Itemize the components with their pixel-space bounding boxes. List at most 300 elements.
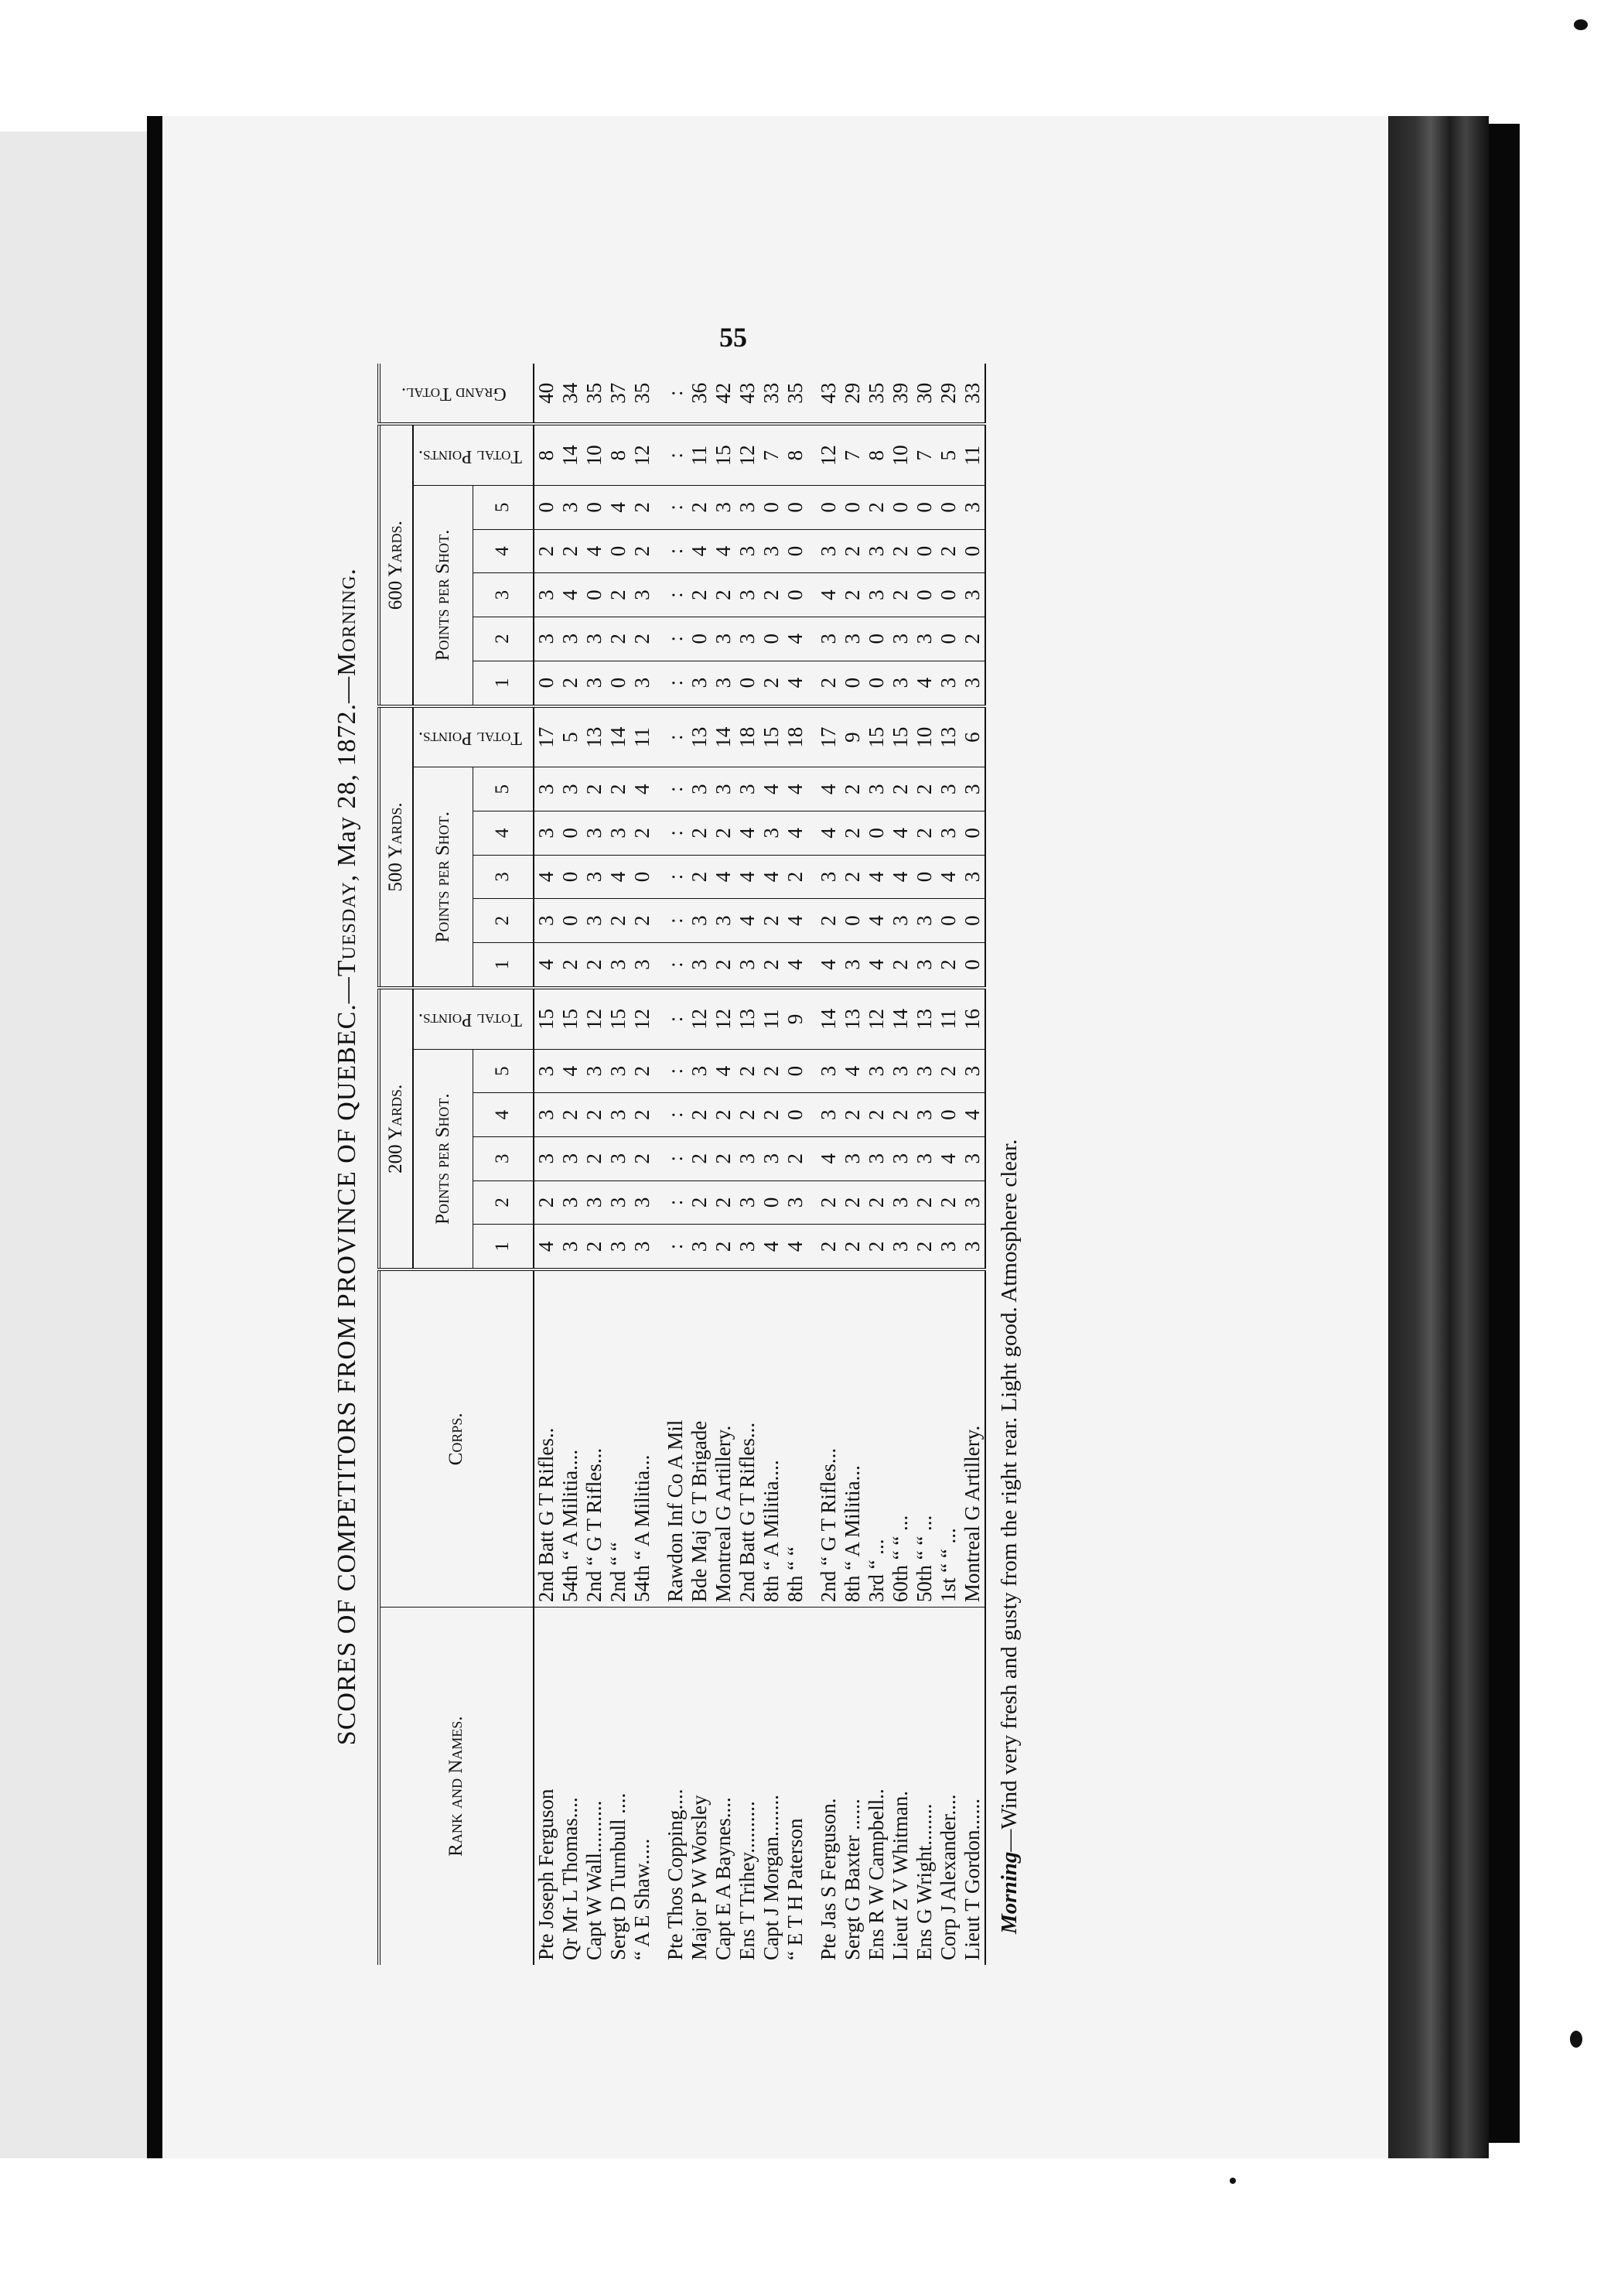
shot-score: 4 (783, 617, 807, 661)
shot-score: 3 (606, 1049, 630, 1093)
shot-score: 2 (865, 1093, 889, 1137)
shot-score: 2 (759, 942, 783, 988)
shot-score: 0 (558, 855, 582, 899)
shot-score: 3 (783, 1180, 807, 1225)
shot-score: 2 (759, 1049, 783, 1093)
grand-total: 35 (582, 364, 606, 424)
shot-score: 2 (688, 486, 712, 530)
grand-total: 35 (630, 364, 654, 424)
shot-score: : (654, 899, 688, 943)
shot-score: 4 (783, 811, 807, 856)
shot-score: 3 (582, 811, 606, 856)
shot-score: 0 (961, 529, 985, 573)
shot-score: 0 (961, 811, 985, 856)
shot-score: 4 (712, 1049, 735, 1093)
range-total: 8 (865, 424, 889, 485)
competitor-name: Pte Jas S Ferguson. (817, 1798, 841, 1960)
shot-num: 4 (473, 1093, 534, 1137)
range-total: : (654, 988, 688, 1049)
shot-score: 0 (807, 486, 841, 530)
table-row (630, 364, 654, 1965)
range-total: 13 (582, 706, 606, 767)
shot-score: 0 (865, 661, 889, 706)
shot-score: 3 (937, 1225, 961, 1270)
table-row (606, 364, 630, 1965)
shot-score: 4 (937, 855, 961, 899)
shot-score: 2 (759, 899, 783, 943)
shot-score: 3 (606, 942, 630, 988)
corps-cell: Rawdon Inf Co A Mil (654, 1269, 688, 1607)
shot-score: 0 (913, 573, 937, 617)
shot-score: 4 (712, 529, 735, 573)
shot-score: 0 (937, 617, 961, 661)
shot-score: 3 (961, 1136, 985, 1180)
shot-score: 3 (735, 1225, 759, 1270)
header-corps: Corps. (379, 1269, 534, 1607)
shot-score: 2 (688, 855, 712, 899)
shot-score: 2 (841, 767, 865, 811)
shot-score: 3 (534, 1049, 558, 1093)
shot-score: 2 (712, 811, 735, 856)
shot-score: 4 (534, 942, 558, 988)
shot-score: 4 (841, 1049, 865, 1093)
shot-score: 3 (937, 767, 961, 811)
shot-score: 2 (913, 811, 937, 856)
page-speck (1230, 2178, 1236, 2184)
shot-score: 2 (688, 1093, 712, 1137)
shot-score: 0 (841, 661, 865, 706)
corps-cell: 50th “ “ ... (913, 1269, 937, 1607)
range-total: 13 (688, 706, 712, 767)
shot-score: 2 (712, 942, 735, 988)
range-total: 11 (759, 988, 783, 1049)
range-total: 8 (534, 424, 558, 485)
shot-score: 3 (889, 899, 913, 943)
range-total: 14 (712, 706, 735, 767)
shot-score: : (654, 1180, 688, 1225)
shot-score: 2 (759, 661, 783, 706)
shot-score: 2 (841, 855, 865, 899)
range-total: : (654, 706, 688, 767)
shot-score: 3 (961, 573, 985, 617)
table-row (688, 364, 712, 1965)
competitor-name: Major P W Worsley (687, 1795, 711, 1960)
shot-score: 3 (889, 1049, 913, 1093)
shot-score: 0 (841, 899, 865, 943)
shot-score: 0 (558, 899, 582, 943)
shot-score: 2 (841, 1093, 865, 1137)
shot-score: 4 (889, 811, 913, 856)
shot-score: 4 (735, 811, 759, 856)
corps-cell: 2nd Batt G T Rifles... (735, 1269, 759, 1607)
footnote-text: —Wind very fresh and gusty from the right rear. Light good. Atmosphere clear. (997, 1139, 1022, 1852)
shot-score: 0 (865, 617, 889, 661)
shot-score: 3 (534, 767, 558, 811)
shot-score: 3 (735, 1180, 759, 1225)
header-grand (379, 364, 534, 424)
shot-score: 3 (913, 617, 937, 661)
table-row (558, 364, 582, 1965)
range-total: 14 (807, 988, 841, 1049)
shot-score: 2 (534, 1180, 558, 1225)
shot-score: 3 (807, 1049, 841, 1093)
shot-score: 4 (865, 855, 889, 899)
shot-score: 4 (558, 1049, 582, 1093)
shot-score: 3 (961, 1180, 985, 1225)
competitor-name: Lieut T Gordon...... (961, 1608, 985, 1965)
shot-score: 3 (735, 617, 759, 661)
range-total: 18 (783, 706, 807, 767)
range-total: 13 (937, 706, 961, 767)
range-total: 10 (913, 706, 937, 767)
shot-score: 2 (913, 767, 937, 811)
shot-score: 3 (841, 617, 865, 661)
shot-score: 3 (712, 661, 735, 706)
shot-score: 3 (735, 573, 759, 617)
shot-score: 3 (688, 767, 712, 811)
title-part-4: Morning. (333, 567, 361, 676)
shot-score: 4 (807, 811, 841, 856)
shot-num: 1 (473, 661, 534, 706)
shot-score: 3 (606, 1225, 630, 1270)
shot-score: : (654, 529, 688, 573)
shot-score: 3 (558, 1136, 582, 1180)
shot-score: 2 (606, 617, 630, 661)
competitor-name: Ens G Wright........ (913, 1803, 937, 1960)
header-total-600 (413, 424, 534, 485)
range-total: 15 (712, 424, 735, 485)
range-total: 8 (606, 424, 630, 485)
shot-score: 4 (807, 942, 841, 988)
shot-score: 4 (582, 529, 606, 573)
header-500: 500 Yards. (379, 706, 413, 988)
shot-score: 3 (735, 1136, 759, 1180)
shot-score: 2 (783, 855, 807, 899)
grand-total: 35 (865, 364, 889, 424)
shot-score: 3 (961, 661, 985, 706)
shot-score: 2 (630, 486, 654, 530)
corps-cell: 2nd “ “ (606, 1269, 630, 1607)
grand-total: 40 (534, 364, 558, 424)
range-total: 12 (630, 988, 654, 1049)
shot-score: 3 (688, 942, 712, 988)
shot-score: 3 (558, 617, 582, 661)
shot-score: 4 (558, 573, 582, 617)
shot-score: 3 (712, 617, 735, 661)
shot-score: 2 (961, 617, 985, 661)
grand-total: 30 (913, 364, 937, 424)
shot-score: 3 (889, 661, 913, 706)
range-total: 12 (865, 988, 889, 1049)
grand-total: 37 (606, 364, 630, 424)
shot-num: 2 (473, 1180, 534, 1225)
shot-score: 3 (807, 617, 841, 661)
shot-score: 3 (865, 1049, 889, 1093)
shot-num: 4 (473, 529, 534, 573)
shot-score: 3 (889, 1180, 913, 1225)
grand-total: 34 (558, 364, 582, 424)
competitor-name: Capt J Morgan........ (759, 1795, 783, 1960)
title-part-3: , May 28, 1872.— (333, 676, 361, 882)
shot-score: 3 (913, 899, 937, 943)
range-total: 18 (735, 706, 759, 767)
shot-score: 0 (961, 899, 985, 943)
range-total: 12 (582, 988, 606, 1049)
range-total: : (654, 424, 688, 485)
corps-cell: 3rd “ ... (865, 1269, 889, 1607)
table-body (534, 364, 986, 1965)
range-total: 12 (712, 988, 735, 1049)
shot-score: 4 (735, 855, 759, 899)
page-speck (1574, 19, 1588, 30)
range-total: 11 (937, 988, 961, 1049)
shot-score: : (654, 855, 688, 899)
shot-score: 3 (961, 1049, 985, 1093)
shot-score: : (654, 617, 688, 661)
title-part-2: Tuesday (333, 881, 361, 977)
range-total: 13 (735, 988, 759, 1049)
competitor-name: “ A E Shaw..... (630, 1838, 654, 1960)
shot-score: 3 (712, 899, 735, 943)
shot-score: 2 (688, 1136, 712, 1180)
grand-total: 29 (937, 364, 961, 424)
shot-score: 4 (889, 855, 913, 899)
shot-score: 2 (889, 529, 913, 573)
shot-score: 3 (534, 1093, 558, 1137)
corps-cell: 2nd “ G T Rifles... (807, 1269, 841, 1607)
shot-score: 2 (865, 1180, 889, 1225)
shot-score: 2 (712, 1180, 735, 1225)
shot-score: 3 (759, 811, 783, 856)
corps-cell: 54th “ A Militia.... (558, 1269, 582, 1607)
range-total: 7 (913, 424, 937, 485)
corps-cell: 54th “ A Militia... (630, 1269, 654, 1607)
shot-score: 2 (630, 811, 654, 856)
shot-score: 3 (606, 1180, 630, 1225)
shot-score: 2 (807, 899, 841, 943)
range-total: 11 (961, 424, 985, 485)
shot-num: 3 (473, 855, 534, 899)
shot-score: 2 (807, 1225, 841, 1270)
shot-score: 3 (913, 1136, 937, 1180)
shot-score: 4 (913, 661, 937, 706)
header-600: 600 Yards. (379, 424, 413, 706)
shot-score: 2 (582, 1225, 606, 1270)
competitor-name: Capt E A Baynes.... (711, 1797, 735, 1960)
shot-num: 4 (473, 811, 534, 856)
rotated-content (309, 325, 1199, 1988)
shot-score: 2 (558, 1093, 582, 1137)
shot-score: 4 (865, 942, 889, 988)
shot-score: : (654, 1049, 688, 1093)
shot-score: 4 (865, 899, 889, 943)
shot-score: 2 (841, 811, 865, 856)
range-total: 10 (582, 424, 606, 485)
shot-score: 4 (783, 767, 807, 811)
shot-score: 2 (582, 1136, 606, 1180)
shot-score: 2 (783, 1136, 807, 1180)
shot-score: 3 (558, 486, 582, 530)
shot-score: 2 (937, 942, 961, 988)
shot-score: 0 (841, 486, 865, 530)
competitor-name: Sergt D Turnbull .... (606, 1792, 630, 1960)
shot-score: 2 (889, 1093, 913, 1137)
shot-score: : (654, 811, 688, 856)
range-total: 13 (913, 988, 937, 1049)
header-rank: Rank and Names. (445, 1716, 466, 1857)
range-total: 11 (630, 706, 654, 767)
table-title (333, 348, 362, 1965)
shot-score: 3 (582, 617, 606, 661)
table-row (937, 364, 961, 1965)
shot-score: 3 (961, 1225, 985, 1270)
shot-score: 2 (558, 942, 582, 988)
range-total: 15 (759, 706, 783, 767)
shot-score: : (654, 1136, 688, 1180)
shot-score: 3 (759, 529, 783, 573)
shot-score: 4 (961, 1093, 985, 1137)
table-row (913, 364, 937, 1965)
shot-score: 4 (783, 1225, 807, 1270)
shot-score: 3 (841, 1136, 865, 1180)
range-total: 16 (961, 988, 985, 1049)
shot-score: 3 (582, 661, 606, 706)
shot-score: 0 (688, 617, 712, 661)
grand-total: 29 (841, 364, 865, 424)
corps-cell: 8th “ A Militia... (841, 1269, 865, 1607)
shot-score: 3 (534, 811, 558, 856)
corps-cell: 60th “ “ ... (889, 1269, 913, 1607)
range-total: 14 (889, 988, 913, 1049)
shot-score: 3 (889, 1225, 913, 1270)
shot-score: 3 (961, 486, 985, 530)
shot-score: 4 (807, 1136, 841, 1180)
shot-score: 3 (961, 855, 985, 899)
range-total: 14 (606, 706, 630, 767)
facing-page (0, 132, 159, 2158)
range-total: 12 (807, 424, 841, 485)
shot-score: 0 (913, 486, 937, 530)
shot-score: 4 (688, 529, 712, 573)
corps-cell: 2nd “ G T Rifles... (582, 1269, 606, 1607)
shot-score: 0 (937, 899, 961, 943)
shot-score: 2 (582, 942, 606, 988)
shot-score: 3 (534, 899, 558, 943)
shot-score: 3 (582, 855, 606, 899)
header-total-200 (413, 988, 534, 1049)
grand-total: 43 (807, 364, 841, 424)
shot-score: 0 (735, 661, 759, 706)
shot-score: 0 (783, 573, 807, 617)
competitor-name: Lieut Z V Whitman. (889, 1791, 913, 1960)
shot-score: 4 (712, 855, 735, 899)
shot-score: 4 (807, 573, 841, 617)
shot-score: 2 (889, 767, 913, 811)
shot-score: 3 (606, 811, 630, 856)
shot-score: 2 (937, 1180, 961, 1225)
shot-score: 3 (582, 899, 606, 943)
competitor-name: Sergt G Baxter ...... (841, 1799, 865, 1960)
shot-score: 3 (889, 1136, 913, 1180)
shot-score: : (654, 661, 688, 706)
table-row (759, 364, 783, 1965)
shot-score: 2 (582, 1093, 606, 1137)
competitor-name: Ens T Trihey.......... (735, 1801, 759, 1960)
shot-score: 2 (712, 1225, 735, 1270)
shot-score: 3 (913, 942, 937, 988)
range-total: 13 (841, 988, 865, 1049)
header-pps-600: Points per Shot. (413, 486, 473, 706)
shot-score: 0 (783, 1093, 807, 1137)
shot-score: 0 (582, 573, 606, 617)
shot-score: 3 (688, 1049, 712, 1093)
shot-score: 3 (688, 661, 712, 706)
table-row (712, 364, 735, 1965)
shot-score: 3 (534, 1136, 558, 1180)
shot-score: 3 (630, 1225, 654, 1270)
shot-score: 2 (606, 767, 630, 811)
range-total: 5 (937, 424, 961, 485)
range-total: 15 (534, 988, 558, 1049)
shot-score: 4 (606, 486, 630, 530)
shot-score: 0 (783, 1049, 807, 1093)
shot-score: 2 (841, 529, 865, 573)
shot-score: 3 (961, 767, 985, 811)
scores-table (377, 364, 986, 1965)
shot-score: 2 (630, 1136, 654, 1180)
shot-score: 3 (807, 855, 841, 899)
shot-score: 3 (606, 1093, 630, 1137)
shot-num: 5 (473, 1049, 534, 1093)
total-label: Total Points. (418, 446, 522, 466)
shot-num: 3 (473, 1136, 534, 1180)
shot-score: 3 (558, 1225, 582, 1270)
shot-score: 0 (913, 529, 937, 573)
competitor-name: Capt W Wall.......... (582, 1800, 606, 1960)
shot-score: 0 (865, 811, 889, 856)
shot-score: 3 (889, 617, 913, 661)
table-row (865, 364, 889, 1965)
shot-score: 2 (606, 573, 630, 617)
shot-score: 4 (534, 1225, 558, 1270)
header-200: 200 Yards. (379, 988, 413, 1269)
shot-score: 2 (558, 661, 582, 706)
shot-score: 2 (712, 1136, 735, 1180)
shot-score: 0 (534, 661, 558, 706)
shot-score: 4 (937, 1136, 961, 1180)
shot-score: 4 (783, 661, 807, 706)
total-label: Total Points. (418, 1010, 522, 1030)
shot-score: 2 (712, 1093, 735, 1137)
shot-score: 2 (937, 529, 961, 573)
competitor-name: Ens R W Campbell.. (865, 1789, 889, 1960)
shot-score: 4 (759, 1225, 783, 1270)
shot-score: 3 (865, 573, 889, 617)
shot-score: 3 (558, 1180, 582, 1225)
competitor-name: Pte Thos Copping.... (663, 1789, 687, 1960)
shot-score: 2 (807, 1180, 841, 1225)
shot-score: 4 (534, 855, 558, 899)
shot-score: 3 (841, 942, 865, 988)
footnote-lead: Morning (997, 1851, 1022, 1934)
grand-total: 43 (735, 364, 759, 424)
page-edges (1388, 116, 1489, 2158)
shot-score: 2 (630, 1049, 654, 1093)
corps-cell: Montreal G Artillery. (961, 1269, 985, 1607)
range-total: 6 (961, 706, 985, 767)
range-total: 12 (688, 988, 712, 1049)
shot-num: 5 (473, 767, 534, 811)
